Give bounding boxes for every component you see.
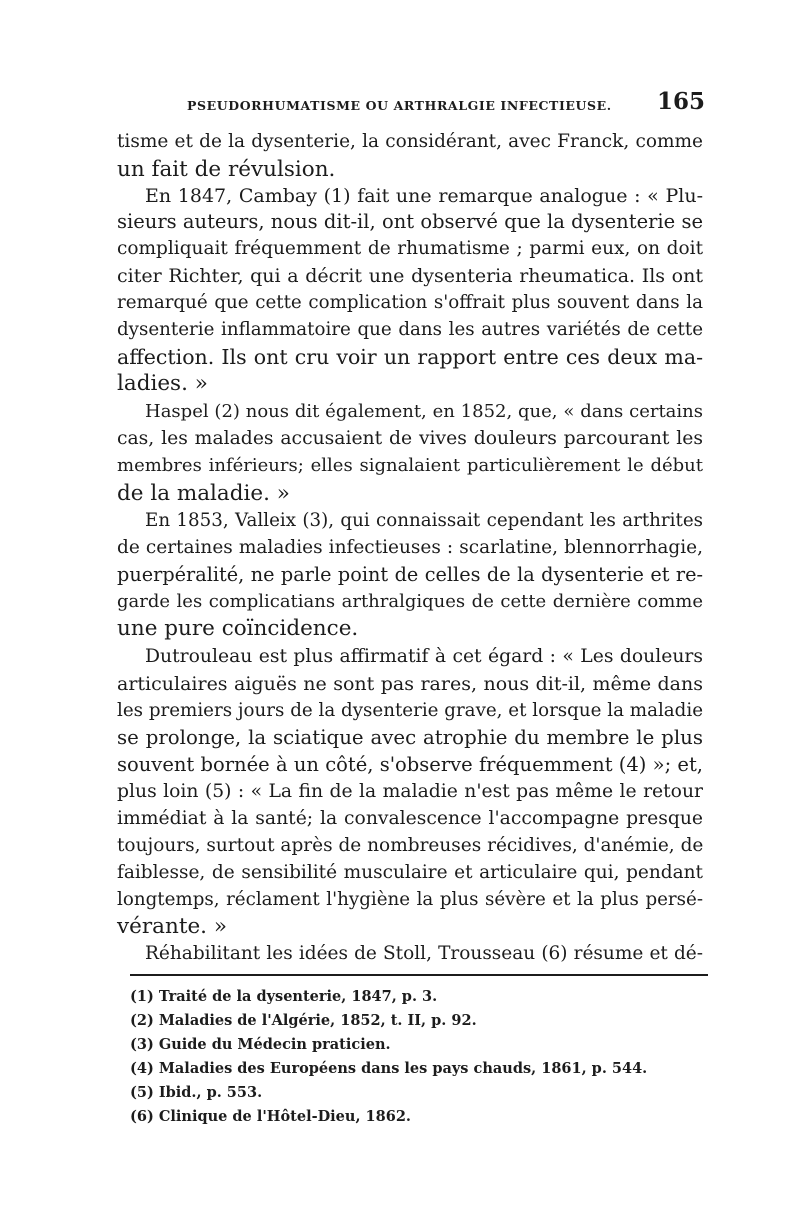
page-number: 165 <box>656 88 705 115</box>
running-title: PSEUDORHUMATISME OU ARTHRALGIE INFECTIEUSE. <box>187 98 612 113</box>
body-line: ladies. » <box>117 371 208 396</box>
body-line: toujours, surtout après de nombreuses récidives, d'anémie, de <box>117 835 704 856</box>
footnote: (6) Clinique de l'Hôtel-Dieu, 1862. <box>130 1108 411 1125</box>
running-head <box>117 88 705 118</box>
body-line: de la maladie. » <box>117 481 290 506</box>
body-line: Dutrouleau est plus affirmatif à cet égard : « Les douleurs <box>145 646 703 667</box>
body-line: compliquait fréquemment de rhumatisme ; parmi eux, on doit <box>117 238 703 259</box>
body-line: vérante. » <box>117 914 227 939</box>
body-line: citer Richter, qui a décrit une dysenteria rheumatica. Ils ont <box>117 265 703 287</box>
footnote: (4) Maladies des Européens dans les pays chauds, 1861, p. 544. <box>130 1060 648 1077</box>
body-line: longtemps, réclament l'hygiène la plus sévère et la plus persé- <box>117 889 703 910</box>
body-line: articulaires aiguës ne sont pas rares, nous dit-il, même dans <box>117 673 703 695</box>
body-line: plus loin (5) : « La fin de la maladie n'est pas même le retour <box>117 781 703 802</box>
body-line: Haspel (2) nous dit également, en 1852, que, « dans certains <box>145 401 703 422</box>
body-line: faiblesse, de sensibilité musculaire et articulaire qui, pendant <box>117 862 703 883</box>
body-line: membres inférieurs; elles signalaient particulièrement le début <box>117 455 703 476</box>
body-line: En 1853, Valleix (3), qui connaissait cependant les arthrites <box>145 510 703 531</box>
body-line: Réhabilitant les idées de Stoll, Trousseau (6) résume et dé- <box>145 943 703 964</box>
body-line: dysenterie inflammatoire que dans les autres variétés de cette <box>117 319 703 340</box>
body-line: une pure coïncidence. <box>117 616 359 641</box>
footnote: (1) Traité de la dysenterie, 1847, p. 3. <box>130 988 438 1005</box>
footnote: (5) Ibid., p. 553. <box>130 1084 263 1101</box>
footnote-divider <box>130 974 708 976</box>
body-line: garde les complicatians arthralgiques de cette dernière comme <box>117 591 703 612</box>
body-line: se prolonge, la sciatique avec atrophie du membre le plus <box>117 726 703 749</box>
body-line: tisme et de la dysenterie, la considérant, avec Franck, comme <box>117 131 703 152</box>
body-line: les premiers jours de la dysenterie grave, et lorsque la maladie <box>117 700 703 721</box>
footnote: (2) Maladies de l'Algérie, 1852, t. II, p. 92. <box>130 1012 477 1029</box>
body-line: cas, les malades accusaient de vives douleurs parcourant les <box>117 428 703 449</box>
body-line: sieurs auteurs, nous dit-il, ont observé que la dysenterie se <box>117 210 703 233</box>
body-line: affection. Ils ont cru voir un rapport entre ces deux ma- <box>117 345 703 369</box>
body-line: remarqué que cette complication s'offrait plus souvent dans la <box>117 292 703 313</box>
body-line: En 1847, Cambay (1) fait une remarque analogue : « Plu- <box>145 185 703 207</box>
body-line: un fait de révulsion. <box>117 157 336 182</box>
body-line: de certaines maladies infectieuses : scarlatine, blennorrhagie, <box>117 537 703 558</box>
body-line: puerpéralité, ne parle point de celles de la dysenterie et re- <box>117 563 703 586</box>
body-line: souvent bornée à un côté, s'observe fréquemment (4) »; et, <box>117 753 703 776</box>
body-line: immédiat à la santé; la convalescence l'accompagne presque <box>117 808 703 829</box>
footnote: (3) Guide du Médecin praticien. <box>130 1036 391 1053</box>
